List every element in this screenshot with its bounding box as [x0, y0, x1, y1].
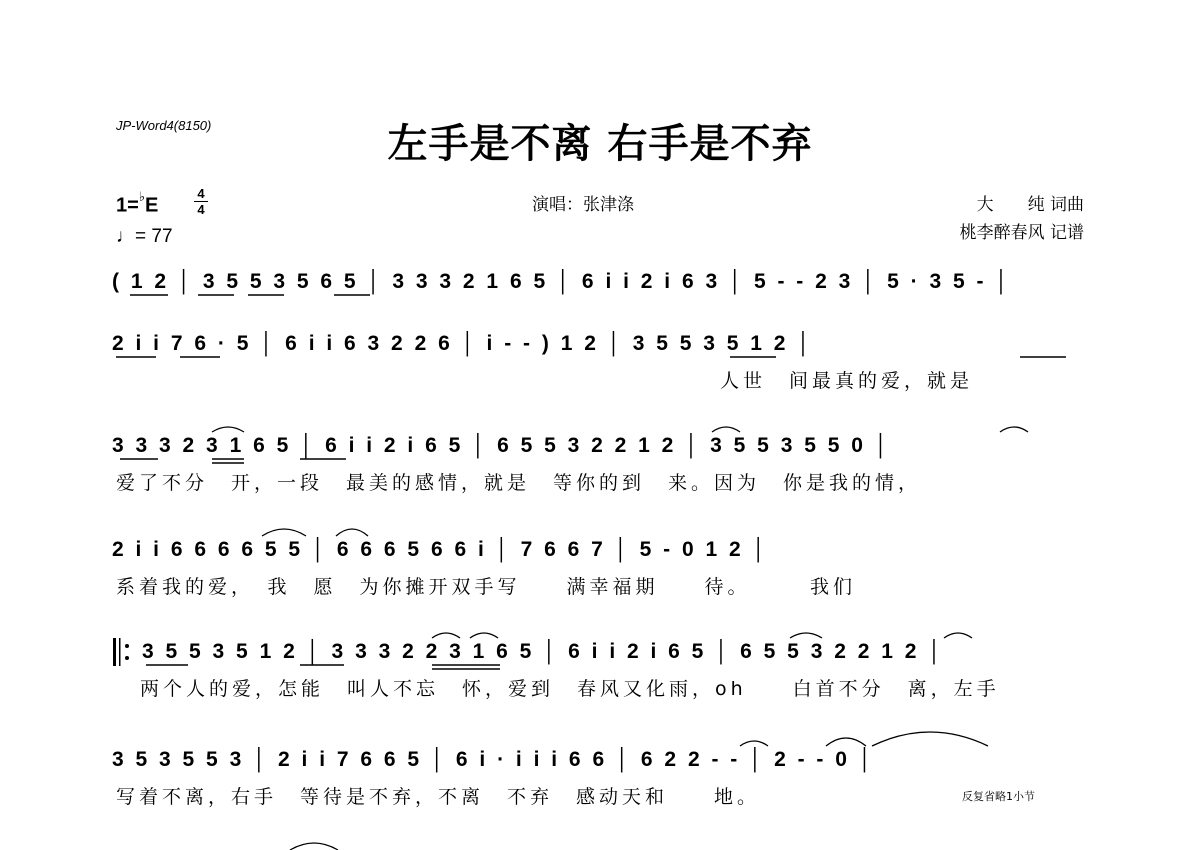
song-title: 左手是不离 右手是不弃: [387, 120, 813, 167]
lyrics-composer-credit: 大 纯 词曲: [976, 195, 1084, 215]
key-note: E: [144, 194, 159, 217]
transcriber-credit: 桃李醉春风 记谱: [959, 223, 1084, 243]
lyric-line-6: 写着不离，右手 等待是不弃，不离 不弃 感动天和 地。: [116, 786, 761, 808]
lyric-line-2: 人世 间最真的爱，就是: [720, 370, 974, 392]
notation-line-1: ( 1 2 │ 3 5 5 3 5 6 5 │ 3 3 3 2 1 6 5 │ 6 i i 2 i 6 3 │ 5 - - 2 3 │ 5 · 3 5 - │: [112, 270, 1012, 293]
lyric-line-4: 系着我的爱， 我 愿 为你摊开双手写 满幸福期 待。 我们: [116, 576, 857, 598]
lyric-line-5: 两个人的爱，怎能 叫人不忘 怀，爱到 春风又化雨，oh 白首不分 离，左手: [140, 678, 1000, 700]
notation-line-3: 3 3 3 2 3 1 6 5 │ 6 i i 2 i 6 5 │ 6 5 5 3 2 2 1 2 │ 3 5 5 3 5 5 0 │: [112, 434, 891, 457]
key-prefix: 1=: [116, 194, 139, 217]
repeat-note: 反复省略1小节: [962, 790, 1035, 803]
meter-top: 4: [197, 186, 205, 201]
source-label: JP-Word4(8150): [116, 118, 212, 133]
notation-line-4: 2 i i 6 6 6 6 5 5 │ 6 6 6 5 6 6 i │ 7 6 6 7 │ 5 - 0 1 2 │: [112, 538, 769, 561]
meter-bottom: 4: [197, 202, 205, 217]
notation-line-6: 3 5 3 5 5 3 │ 2 i i 7 6 6 5 │ 6 i · i i i 6 6 │ 6 2 2 - - │ 2 - - 0 │: [112, 748, 875, 771]
notation-line-2: 2 i i 7 6 · 5 │ 6 i i 6 3 2 2 6 │ i - - ) 1 2 │ 3 5 5 3 5 1 2 │: [112, 332, 814, 355]
lyric-line-3: 爱了不分 开，一段 最美的感情，就是 等你的到 来。因为 你是我的情，: [116, 472, 922, 494]
tempo-mark: ♩= 77: [116, 226, 173, 247]
flat-icon: ♭: [138, 189, 145, 204]
notation-line-5: 3 5 5 3 5 1 2 │ 3 3 3 2 2 3 1 6 5 │ 6 i i 2 i 6 5 │ 6 5 5 3 2 2 1 2 │: [142, 640, 945, 663]
singer-credit: 演唱：张津涤: [532, 195, 634, 215]
